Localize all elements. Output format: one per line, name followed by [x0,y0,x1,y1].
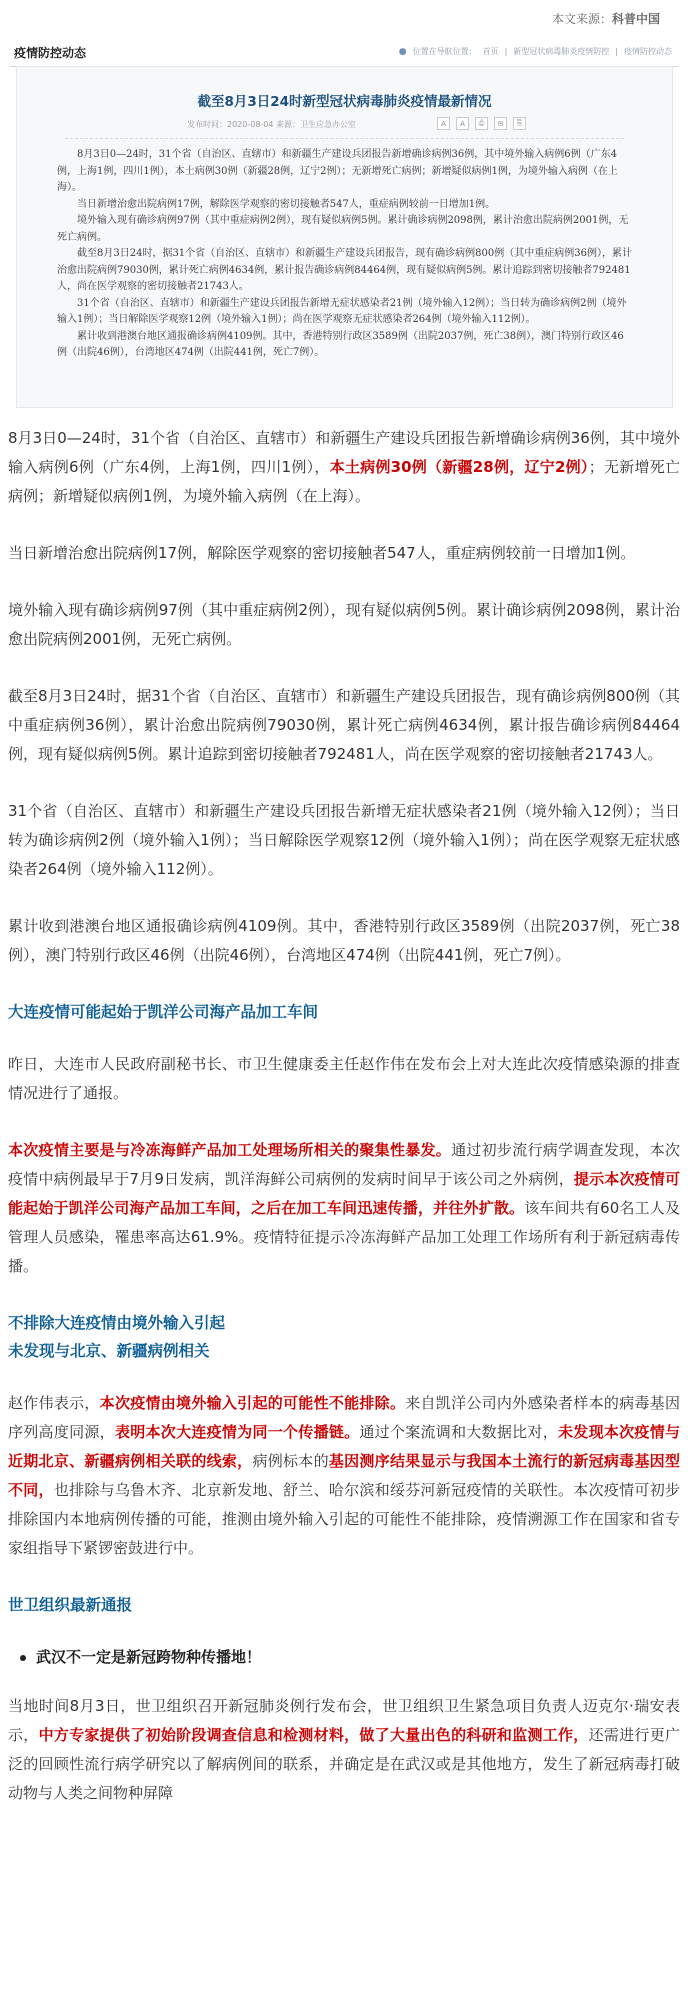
highlight-text: 表明本次大连疫情为同一个传播链。 [114,1423,360,1441]
article-tools [437,117,526,130]
breadcrumb-item: 位置在导航位置： [412,47,477,56]
font-smaller-button[interactable]: A [456,117,469,130]
breadcrumb-separator: | [504,47,508,56]
embedded-paragraph: 累计收到港澳台地区通报确诊病例4109例。其中，香港特别行政区3589例（出院2037例，死亡38例），澳门特别行政区46例（出院46例），台湾地区474例（出院441例，死亡7例）。 [57,330,624,358]
breadcrumb-link-home[interactable]: 首页 [482,47,499,56]
text-run: 该车间共有60名工人及管理人员感染，罹患率高达61.9%。疫情特征提示冷冻海鲜产品加工处理工作场所有利于新冠病毒传播。 [8,1199,680,1275]
embedded-paragraph: 8月3日0—24时，31个省（自治区、直辖市）和新疆生产建设兵团报告新增确诊病例36例，其中境外输入病例6例（广东4例，上海1例，四川1例），本土病例30例（新疆28例，辽宁2例）；无新增死亡病例；新增疑似病例1例，为境外输入病例（在上海）。 [57,149,618,193]
embedded-paragraph: 截至8月3日24时，据31个省（自治区、直辖市）和新疆生产建设兵团报告，现有确诊病例800例（其中重症病例36例），累计治愈出院病例79030例，累计死亡病例4634例，累计报告确诊病例84464例，现有疑似病例5例。累计追踪到密切接触者792481人，尚在医学观察的密切接触者21743人。 [57,248,632,292]
heading-dalian-origin: 大连疫情可能起始于凯洋公司海产品加工车间 [8,1003,319,1021]
embedded-article-body [57,147,632,362]
paragraph-cumulative: 截至8月3日24时，据31个省（自治区、直辖市）和新疆生产建设兵团报告，现有确诊病例800例（其中重症病例36例），累计治愈出院病例79030例，累计死亡病例4634例，累计报告确诊病例84464例，现有疑似病例5例。累计追踪到密切接触者792481人，尚在医学观察的密切接触者21743人。 [8,687,680,763]
paragraph-recoveries: 当日新增治愈出院病例17例，解除医学观察的密切接触者547人，重症病例较前一日增加1例。 [8,544,636,562]
breadcrumb-link-current[interactable]: 疫情防控动态 [624,47,672,56]
source-label: 本文来源： [551,12,612,26]
print-icon[interactable]: ⎙ [475,117,488,130]
paragraph-hk-macao-taiwan: 累计收到港澳台地区通报确诊病例4109例。其中，香港特别行政区3589例（出院2037例，死亡38例），澳门特别行政区46例（出院46例），台湾地区474例（出院441例，死亡7例）。 [8,917,680,964]
text-run: 当地时间8月3日，世卫组织召开新冠肺炎例行发布会，世卫组织卫生紧急项目负责人迈克尔·瑞安表示， [8,1697,680,1744]
text-run: 通过个案流调和大数据比对， [359,1423,559,1441]
heading-import-possibility [8,1309,680,1365]
paragraph-new-cases [8,424,680,511]
source-credit [552,10,660,27]
highlight-text: 基因测序结果显示与我国本土流行的新冠病毒基因型不同， [8,1452,680,1499]
heading-who-update: 世卫组织最新通报 [8,1596,133,1614]
breadcrumb-separator: | [615,47,618,56]
text-run: 来自凯洋公司内外感染者样本的病毒基因序列高度同源， [8,1394,680,1441]
embedded-article-title: 截至8月3日24时新型冠状病毒肺炎疫情最新情况 [197,94,492,110]
source-name: 科普中国 [611,12,660,26]
highlight-text: 未发现本次疫情与近期北京、新疆病例相关联的线索， [8,1423,680,1470]
site-section-header [10,40,678,67]
breadcrumb [399,46,672,57]
text-run: ；无新增死亡病例；新增疑似病例1例，为境外输入病例（在上海）。 [8,458,680,505]
text-run: 也排除与乌鲁木齐、北京新发地、舒兰、哈尔滨和绥芬河新冠疫情的关联性。本次疫情可初步排除国内本地病例传播的可能，推测由境外输入引起的可能性不能排除，疫情溯源工作在国家和省专家组指导下紧锣密鼓进行中。 [8,1481,680,1557]
font-larger-button[interactable]: A [437,117,450,130]
highlight-text: 提示本次疫情可能起始于凯洋公司海产品加工车间，之后在加工车间迅速传播，并往外扩散。 [8,1170,680,1217]
heading-line: 未发现与北京、新疆病例相关 [8,1342,210,1360]
embedded-article-meta: 发布时间：2020-08-04 来源：卫生应急办公室 [187,120,357,129]
divider [65,138,624,139]
paragraph-import-analysis [8,1389,680,1563]
highlight-text: 本土病例30例（新疆28例，辽宁2例） [329,458,589,476]
text-run: 还需进行更广泛的回顾性流行病学研究以了解病例间的联系，并确定是在武汉或是其他地方，发生了新冠病毒打破动物与人类之间物种屏障 [8,1726,680,1802]
embedded-article [16,66,673,408]
highlight-text: 本次疫情由境外输入引起的可能性不能排除。 [99,1394,406,1412]
embedded-screenshot [0,0,688,410]
article-content [0,410,688,1808]
heading-line: 不排除大连疫情由境外输入引起 [8,1314,226,1332]
location-pin-icon: ● [398,46,407,57]
highlight-text: 本次疫情主要是与冷冻海鲜产品加工处理场所相关的聚集性暴发。 [8,1141,452,1159]
text-run: 通过初步流行病学调查发现，本次疫情中病例最早于7月9日发病，凯洋海鲜公司病例的发病时间早于该公司之外病例， [8,1141,680,1188]
breadcrumb-link-covid[interactable]: 新型冠状病毒肺炎疫情防控 [513,47,610,56]
highlight-text: 中方专家提供了初始阶段调查信息和检测材料，做了大量出色的科研和监测工作， [38,1726,589,1744]
embedded-paragraph: 境外输入现有确诊病例97例（其中重症病例2例），现有疑似病例5例。累计确诊病例2098例，累计治愈出院病例2001例，无死亡病例。 [57,215,629,243]
section-title: 疫情防控动态 [14,46,87,60]
email-icon[interactable]: ✉ [494,117,507,130]
bullet-item [8,1643,680,1672]
paragraph-imported: 境外输入现有确诊病例97例（其中重症病例2例），现有疑似病例5例。累计确诊病例2098例，累计治愈出院病例2001例，无死亡病例。 [8,601,680,648]
paragraph-dalian-cluster [8,1136,680,1281]
text-run: 赵作伟表示， [8,1394,100,1412]
embedded-paragraph: 当日新增治愈出院病例17例，解除医学观察的密切接触者547人，重症病例较前一日增加1例。 [77,198,496,210]
paragraph-asymptomatic: 31个省（自治区、直辖市）和新疆生产建设兵团报告新增无症状感染者21例（境外输入12例）；当日转为确诊病例2例（境外输入1例）；当日解除医学观察12例（境外输入1例）；尚在医学观察无症状感染者264例（境外输入112例）。 [8,802,680,878]
text-run: 病例标本的 [252,1452,329,1470]
paragraph-dalian-briefing: 昨日，大连市人民政府副秘书长、市卫生健康委主任赵作伟在发布会上对大连此次疫情感染源的排查情况进行了通报。 [8,1055,680,1102]
paragraph-who-briefing [8,1692,680,1808]
text-run: 8月3日0—24时，31个省（自治区、直辖市）和新疆生产建设兵团报告新增确诊病例36例，其中境外输入病例6例（广东4例，上海1例，四川1例）， [8,429,680,476]
embedded-paragraph: 31个省（自治区、直辖市）和新疆生产建设兵团报告新增无症状感染者21例（境外输入12例）；当日转为确诊病例2例（境外输入1例）；当日解除医学观察12例（境外输入1例）；尚在医学观察无症状感染者264例（境外输入112例）。 [57,297,627,325]
bullet-text: 武汉不一定是新冠跨物种传播地！ [36,1648,262,1666]
bullet-icon [20,1655,26,1661]
copy-icon[interactable]: ⎘ [513,117,526,130]
